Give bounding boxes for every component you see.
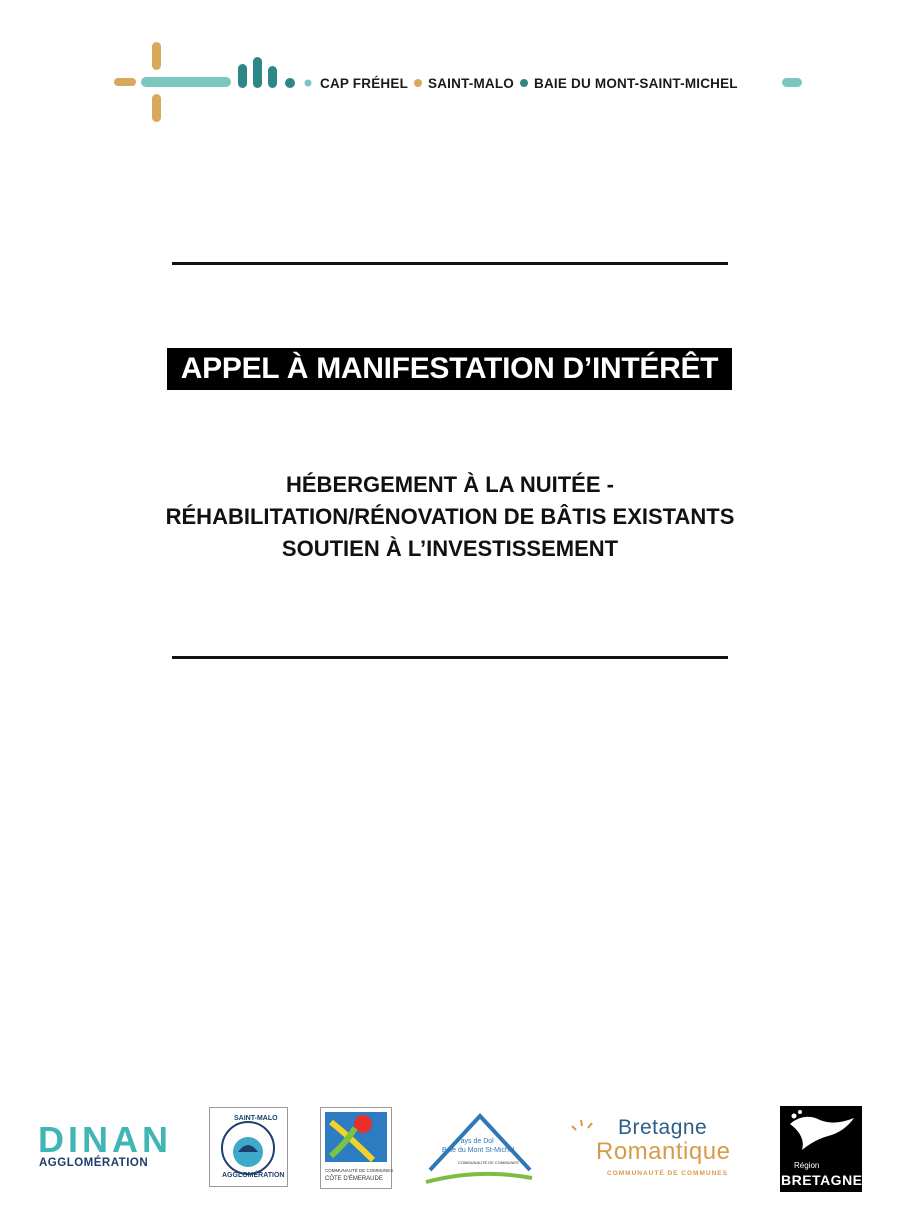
saint-malo-agglomeration-logo: [209, 1107, 288, 1187]
document-title: [167, 348, 732, 390]
bretagne-romantique-line1: Bretagne: [618, 1116, 708, 1139]
header-banner: [0, 0, 900, 140]
header-places: [320, 73, 738, 93]
pays-de-dol-line2: Baie du Mont St-Michel: [442, 1147, 515, 1154]
territory-logo-mark: [0, 0, 900, 140]
pays-de-dol-line3: COMMUNAUTÉ DE COMMUNES: [458, 1160, 519, 1165]
top-divider: [172, 262, 728, 265]
region-big-text: BRETAGNE: [781, 1172, 863, 1188]
saint-malo-bottom-text: AGGLOMÉRATION: [222, 1172, 285, 1179]
place-cap-frehel: CAP FRÉHEL: [320, 75, 409, 91]
bottom-divider: [172, 656, 728, 659]
region-small-text: Région: [794, 1161, 820, 1170]
document-subtitle: [0, 469, 900, 565]
pays-de-dol-line1: Pays de Dol: [456, 1138, 494, 1145]
separator-dot-icon: [520, 79, 528, 87]
separator-dot-icon: [414, 79, 422, 87]
sun-rays-icon: [570, 1116, 600, 1136]
cote-emeraude-emblem-icon: [321, 1108, 391, 1166]
subtitle-line-2: RÉHABILITATION/RÉNOVATION DE BÂTIS EXISTANTS: [165, 504, 735, 529]
ermine-bird-icon: [780, 1106, 862, 1158]
saint-malo-top-text: SAINT-MALO: [234, 1115, 278, 1122]
place-baie-mont-saint-michel: BAIE DU MONT-SAINT-MICHEL: [534, 75, 738, 91]
bretagne-romantique-sub: COMMUNAUTÉ DE COMMUNES: [607, 1170, 728, 1177]
pays-de-dol-logo: [424, 1108, 534, 1188]
dinan-logo-sub: AGGLOMÉRATION: [39, 1157, 149, 1169]
subtitle-line-3: SOUTIEN À L’INVESTISSEMENT: [281, 536, 619, 561]
subtitle-line-1: HÉBERGEMENT À LA NUITÉE -: [286, 472, 614, 497]
cote-emeraude-logo: [320, 1107, 392, 1189]
document-title-text: APPEL À MANIFESTATION D’INTÉRÊT: [180, 352, 719, 385]
dinan-logo-name: DINAN: [38, 1119, 172, 1160]
bretagne-romantique-line2: Romantique: [596, 1138, 731, 1165]
cote-emeraude-small: COMMUNAUTÉ DE COMMUNES: [325, 1168, 394, 1173]
place-saint-malo: SAINT-MALO: [428, 75, 515, 91]
cote-emeraude-name: CÔTE D'ÉMERAUDE: [325, 1176, 383, 1182]
